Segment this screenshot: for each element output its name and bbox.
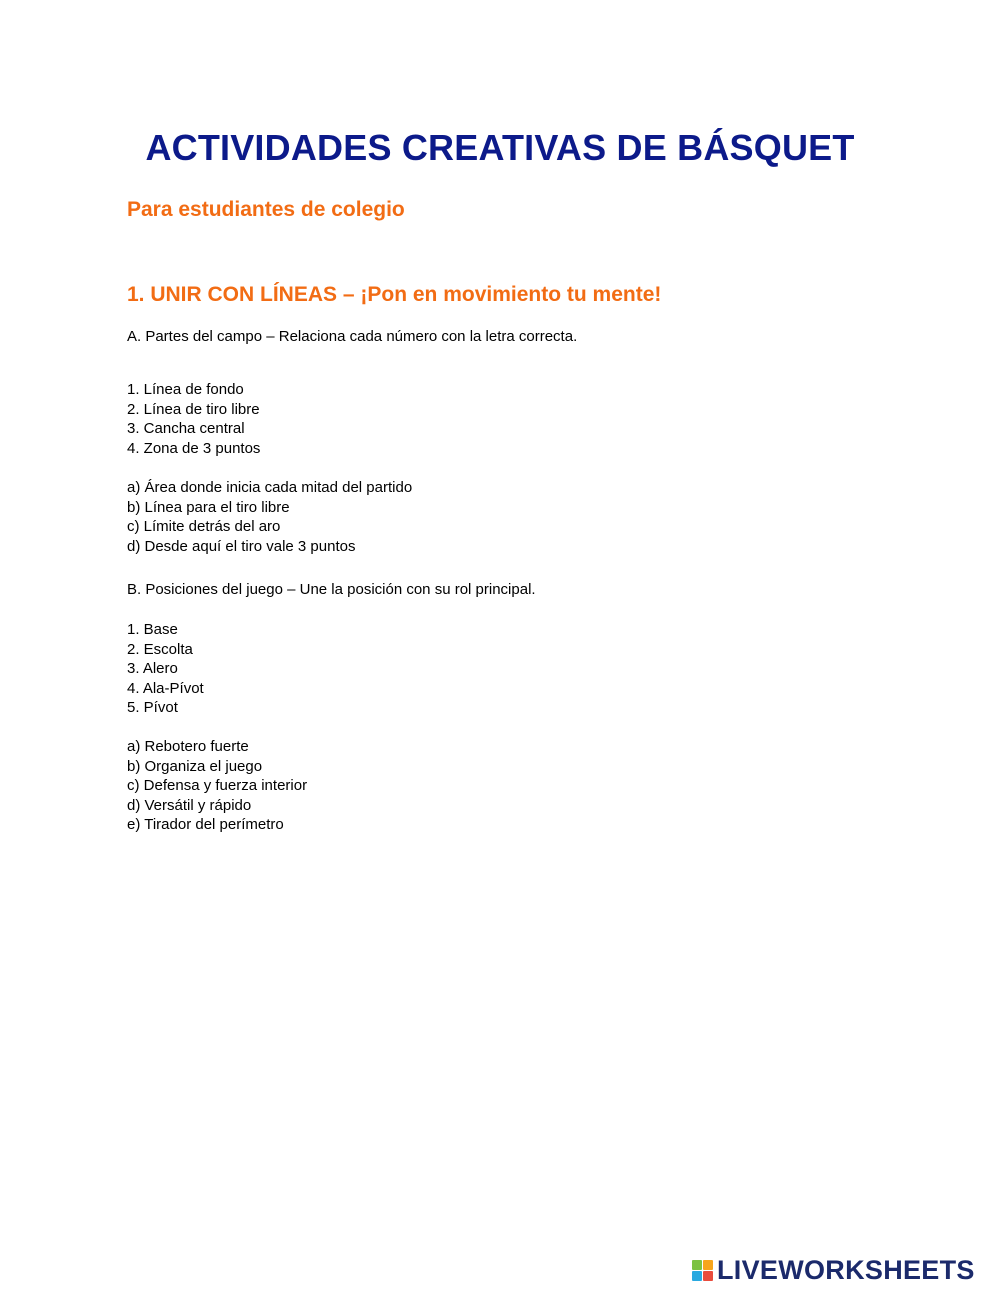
list-item: 3. Cancha central (127, 420, 245, 438)
list-item: b) Línea para el tiro libre (127, 498, 290, 516)
part-b-number-list (127, 620, 204, 718)
page-title: ACTIVIDADES CREATIVAS DE BÁSQUET (145, 127, 855, 168)
list-item: c) Defensa y fuerza interior (127, 777, 308, 795)
list-item: 4. Ala-Pívot (127, 679, 204, 697)
logo-grid-icon (692, 1260, 713, 1281)
logo-text: LIVEWORKSHEETS (717, 1254, 975, 1285)
list-item: d) Desde aquí el tiro vale 3 puntos (127, 537, 356, 555)
list-item: a) Área donde inicia cada mitad del partido (127, 479, 413, 496)
list-item: b) Organiza el juego (127, 757, 263, 775)
list-item: e) Tirador del perímetro (127, 816, 284, 834)
list-item: 2. Escolta (127, 640, 193, 658)
list-item: a) Rebotero fuerte (127, 738, 249, 755)
section-heading: 1. UNIR CON LÍNEAS – ¡Pon en movimiento tu mente! (127, 283, 662, 306)
liveworksheets-logo (692, 1255, 975, 1285)
list-item: 5. Pívot (127, 699, 178, 717)
part-b-instruction: B. Posiciones del juego – Une la posición con su rol principal. (127, 581, 536, 598)
list-item: d) Versátil y rápido (127, 796, 252, 814)
part-a-instruction: A. Partes del campo – Relaciona cada número con la letra correcta. (127, 328, 578, 345)
list-item: 4. Zona de 3 puntos (127, 439, 261, 457)
list-item: 1. Base (127, 621, 178, 638)
list-item: 2. Línea de tiro libre (127, 400, 260, 418)
part-a-letter-list (127, 478, 412, 556)
page-subtitle: Para estudiantes de colegio (127, 198, 405, 221)
list-item: 3. Alero (127, 660, 178, 678)
part-a-number-list (127, 380, 260, 458)
list-item: 1. Línea de fondo (127, 381, 244, 398)
list-item: c) Límite detrás del aro (127, 518, 281, 536)
part-b-letter-list (127, 737, 307, 835)
